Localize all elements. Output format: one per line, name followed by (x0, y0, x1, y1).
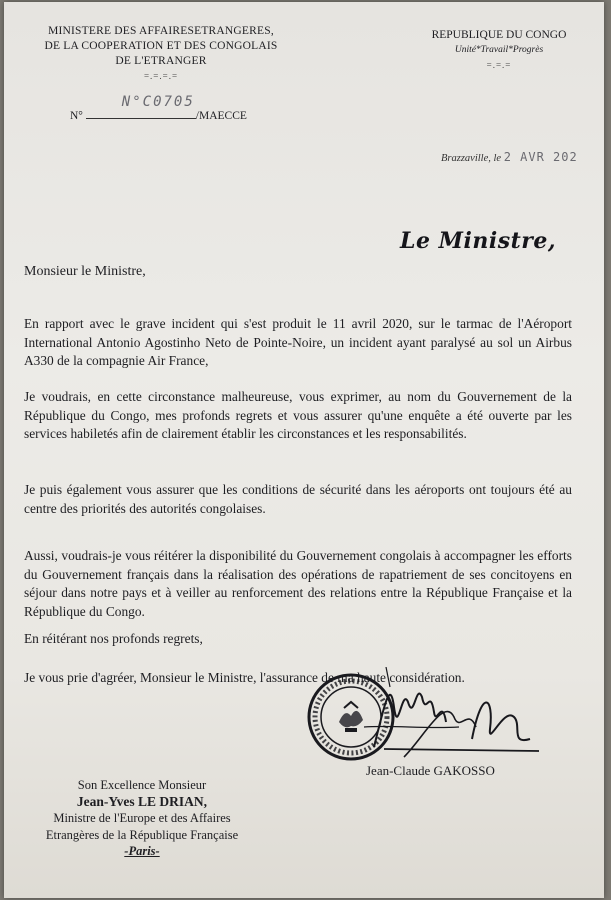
letter-page (4, 2, 604, 898)
paragraph: Je vous prie d'agréer, Monsieur le Ministre, l'assurance de ma haute considération. (24, 670, 465, 685)
paragraph: Je voudrais, en cette circonstance malheureuse, vous exprimer, au nom du Gouvernement de la République du Congo, mes profonds regrets et vous assurer qu'une enquête a été ouverte par les services habiletés afin de clairement établir les circonstances et les responsabilités. (24, 389, 572, 441)
header-ornament-right: =.=.= (486, 60, 512, 70)
date-stamp: 2 AVR 202 (503, 150, 578, 164)
handwritten-signature (364, 667, 544, 777)
ref-suffix: /MAECCE (195, 110, 247, 122)
paragraph: Aussi, voudrais-je vous réitérer la disponibilité du Gouvernement congolais à accompagner les efforts du Gouvernement français dans la réalisation des opérations de rapatriement de ses concitoyens en séjour dans notre pays et à veiller au renforcement des relations entre la République Française et la République du Congo. (24, 548, 572, 619)
paragraph: En réitérant nos profonds regrets, (24, 631, 203, 646)
republic-header (404, 28, 594, 73)
signer-name: Jean-Claude GAKOSSO (366, 763, 495, 778)
ref-prefix: N° (70, 110, 83, 122)
ref-line (86, 94, 196, 119)
paragraph: Je puis également vous assurer que les conditions de sécurité dans les aéroports ont toujours été au centre des priorités des autorités congolaises. (24, 482, 572, 516)
recipient-line: Son Excellence Monsieur (77, 778, 207, 792)
salutation: Monsieur le Ministre, (24, 264, 146, 279)
recipient-line: Etrangères de la République Française (45, 827, 239, 842)
recipient-line: Ministre de l'Europe et des Affaires (53, 811, 231, 825)
place-date (441, 150, 578, 164)
paragraph: En rapport avec le grave incident qui s'est produit le 11 avril 2020, sur le tarmac de l'Aéroport International Antonio Agostinho Neto de Pointe-Noire, un incident ayant paralysé au sol un Airbus A330 de la compagnie Air France, (24, 316, 572, 368)
ministry-header (26, 24, 296, 84)
place: Brazzaville, le (441, 153, 502, 164)
ref-stamp: N°C0705 (121, 94, 195, 110)
ministry-line: MINISTERE DES AFFAIRESETRANGERES, (48, 25, 274, 37)
ministry-line: DE L'ETRANGER (115, 55, 207, 67)
recipient-block (22, 777, 262, 860)
ministry-line: DE LA COOPERATION ET DES CONGOLAIS (44, 40, 278, 52)
reference-number (70, 94, 247, 122)
republic-name: REPUBLIQUE DU CONGO (431, 29, 567, 41)
republic-motto: Unité*Travail*Progrès (454, 45, 544, 55)
recipient-name: Jean-Yves LE DRIAN, (76, 793, 208, 809)
recipient-city: -Paris- (124, 844, 160, 858)
header-ornament: =.=.=.= (143, 71, 179, 81)
minister-title: Le Ministre, (400, 228, 556, 254)
